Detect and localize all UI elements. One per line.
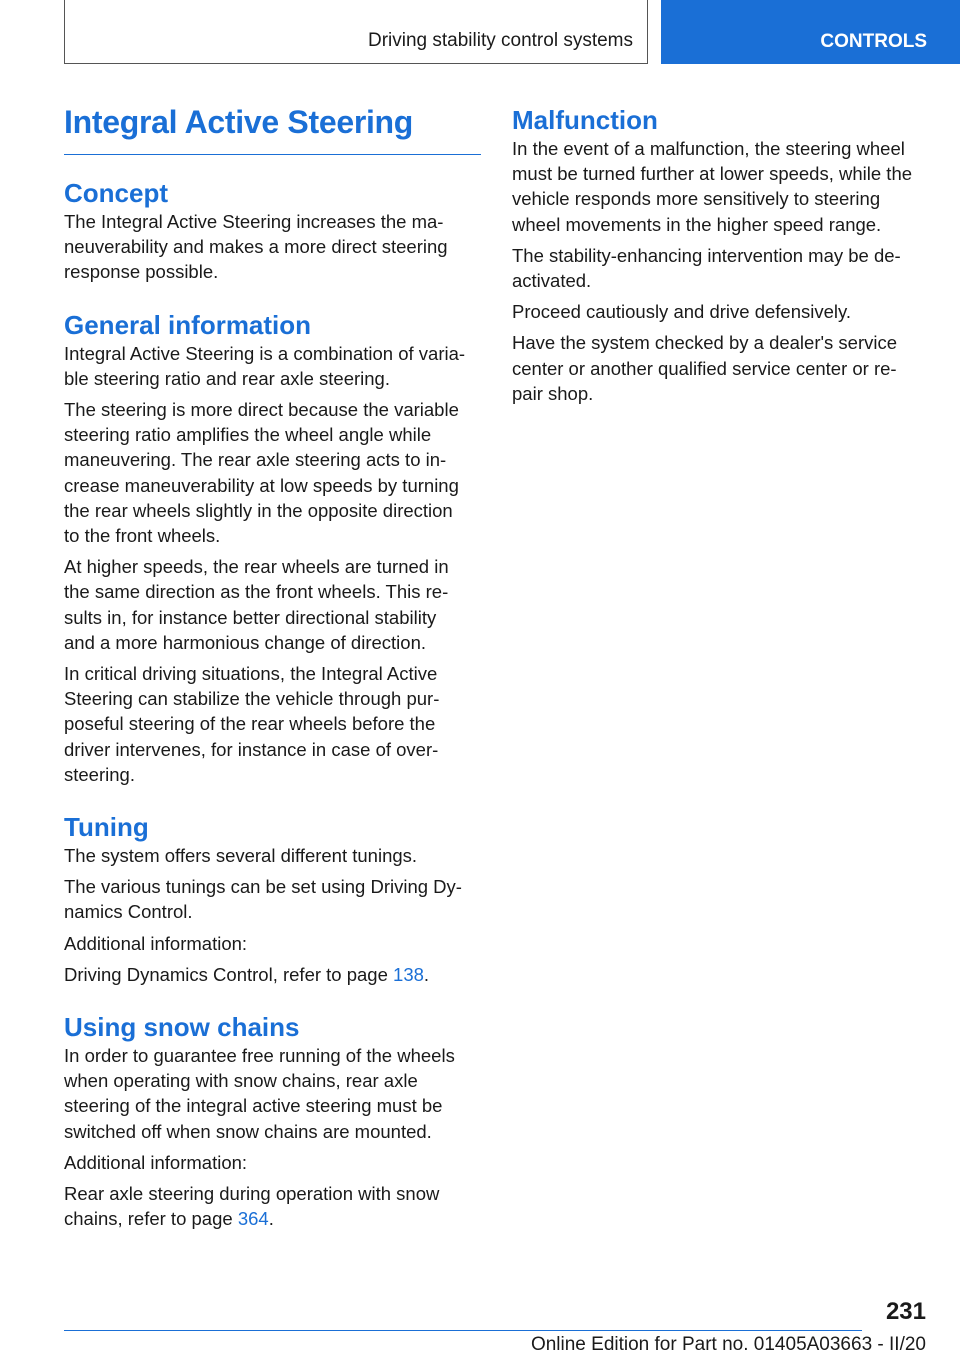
page-number: 231 bbox=[885, 1298, 926, 1325]
paragraph-snow-3: Rear axle steering during operation with snow chains, refer to page 364. bbox=[64, 1183, 440, 1230]
paragraph-concept: The Integral Active Steering increases the ma- neuverability and makes a more direct steering response possible. bbox=[64, 211, 448, 283]
paragraph-general-2: The steering is more direct because the variable steering ratio amplifies the wheel angle while maneuvering. The rear axle steering acts to in- crease maneuverability at low speeds by turning the rear wheels slightly in the opposite direction to the front wheels. bbox=[64, 399, 459, 547]
page-reference-link-138[interactable]: 138 bbox=[393, 963, 424, 985]
paragraph-malfunction-3: Proceed cautiously and drive defensively. bbox=[512, 301, 852, 323]
page-title: Integral Active Steering bbox=[64, 100, 481, 155]
chapter-tab-label: CONTROLS bbox=[820, 31, 927, 52]
paragraph-malfunction-2: The stability-enhancing intervention may be de- activated. bbox=[512, 244, 901, 292]
paragraph-malfunction-1: In the event of a malfunction, the steering wheel must be turned further at lower speeds, while the vehicle responds more sensitively to steering wheel movements in the higher speed range. bbox=[512, 138, 913, 235]
footer-divider bbox=[64, 1330, 862, 1331]
paragraph-tuning-1: The system offers several different tunings. bbox=[64, 845, 418, 867]
header-section-box bbox=[64, 0, 648, 64]
section-title: Driving stability control systems bbox=[367, 30, 633, 51]
footer-edition-text: Online Edition for Part no. 01405A03663 - II/20 bbox=[530, 1334, 926, 1355]
heading-using-snow-chains: Using snow chains bbox=[64, 1012, 300, 1043]
left-column bbox=[64, 100, 481, 1238]
paragraph-malfunction-4: Have the system checked by a dealer's service center or another qualified service center or re- pair shop. bbox=[512, 332, 898, 404]
paragraph-general-1: Integral Active Steering is a combination of varia- ble steering ratio and rear axle steering. bbox=[64, 342, 466, 389]
paragraph-snow-1: In order to guarantee free running of the wheels when operating with snow chains, rear axle steering of the integral active steering must be switched off when snow chains are mounted. bbox=[64, 1045, 455, 1142]
heading-general-information: General information bbox=[64, 309, 312, 340]
right-column bbox=[512, 100, 930, 412]
paragraph-snow-2: Additional information: bbox=[64, 1151, 248, 1173]
page-reference-link-364[interactable]: 364 bbox=[237, 1208, 269, 1230]
paragraph-general-3: At higher speeds, the rear wheels are turned in the same direction as the front wheels. This re- sults in, for instance better directional stability and a more harmonious change of direction. bbox=[64, 556, 449, 653]
paragraph-tuning-3: Additional information: bbox=[64, 932, 248, 954]
paragraph-tuning-2: The various tunings can be set using Driving Dy- namics Control. bbox=[64, 876, 462, 923]
paragraph-tuning-4: Driving Dynamics Control, refer to page 138. bbox=[64, 963, 430, 985]
paragraph-general-4: In critical driving situations, the Integral Active Steering can stabilize the vehicle through pur- poseful steering of the rear wheels before the driver intervenes, for instance in case of over- steering. bbox=[64, 663, 440, 785]
heading-concept: Concept bbox=[64, 178, 168, 208]
heading-tuning: Tuning bbox=[64, 812, 149, 843]
heading-malfunction: Malfunction bbox=[512, 105, 658, 135]
chapter-tab[interactable] bbox=[661, 0, 960, 64]
